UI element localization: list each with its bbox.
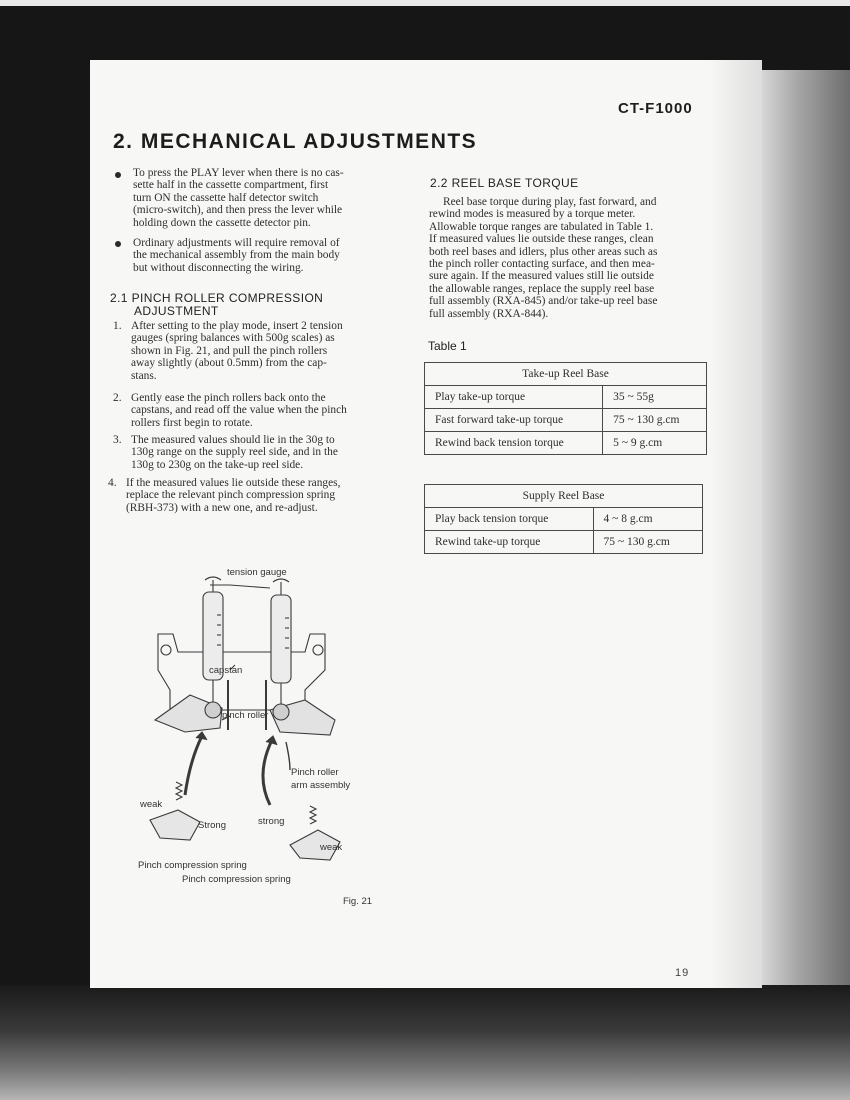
table-cell: 5 ~ 9 g.cm [603, 432, 707, 455]
text-line: (micro-switch), and then press the lever while [133, 204, 343, 217]
text-line: replace the relevant pinch compression spring [126, 489, 336, 502]
label-capstan: capstan [209, 665, 243, 676]
intro-paragraph-1 [133, 167, 393, 229]
text-line: away slightly (about 0.5mm) from the cap- [131, 357, 327, 370]
page-shadow [710, 60, 762, 988]
step-4 [126, 477, 391, 514]
table-row [425, 386, 707, 409]
supply-reel-table [424, 484, 703, 554]
section-title-line: ADJUSTMENT [134, 304, 219, 318]
scan-top-strip [0, 0, 850, 6]
step-number: 2. [113, 392, 122, 404]
text-line: To press the PLAY lever when there is no cas- [133, 167, 344, 179]
label-pinch-roller-arm-2: arm assembly [291, 780, 351, 791]
text-line: full assembly (RXA-844). [429, 307, 549, 320]
bullet-icon [115, 172, 121, 178]
table-cell: Rewind take-up torque [425, 531, 594, 554]
text-line: gauges (spring balances with 500g scales) as [131, 332, 335, 345]
table-header-row [425, 485, 703, 508]
text-line: The measured values should lie in the 30g to [131, 434, 335, 446]
text-line: sure again. If the measured values still lie outside [429, 270, 654, 283]
text-line: 130g range on the supply reel side, and in the [131, 446, 338, 459]
table-header: Take-up Reel Base [425, 363, 707, 386]
table-row [425, 432, 707, 455]
model-number: CT-F1000 [618, 100, 693, 117]
bullet-icon [115, 241, 121, 247]
label-strong-left: Strong [198, 820, 226, 831]
text-line: turn ON the cassette half detector switch [133, 191, 319, 204]
label-spring-1: Pinch compression spring [138, 860, 247, 871]
text-line: rollers first begin to rotate. [131, 416, 253, 429]
text-line: After setting to the play mode, insert 2 tension [131, 320, 343, 332]
table-cell: 4 ~ 8 g.cm [593, 508, 702, 531]
step-2 [131, 392, 393, 429]
text-line: If the measured values lie outside these ranges, [126, 477, 341, 489]
table-header: Supply Reel Base [425, 485, 703, 508]
page-number: 19 [675, 967, 690, 979]
table-cell: Play back tension torque [425, 508, 594, 531]
text-line: (RBH-373) with a new one, and re-adjust. [126, 501, 318, 514]
table-cell: 35 ~ 55g [603, 386, 707, 409]
step-3 [131, 434, 393, 471]
label-pinch-roller: pinch roller [222, 710, 269, 721]
text-line: shown in Fig. 21, and pull the pinch rollers [131, 344, 328, 357]
table-cell: Rewind back tension torque [425, 432, 603, 455]
takeup-reel-table [424, 362, 707, 455]
text-line: but without disconnecting the wiring. [133, 261, 304, 274]
scan-bottom-noise [0, 985, 850, 1100]
page-title: 2. MECHANICAL ADJUSTMENTS [113, 130, 478, 153]
label-weak-left: weak [140, 799, 163, 810]
section-title-line: 2.1 PINCH ROLLER COMPRESSION [110, 291, 324, 305]
text-line: sette half in the cassette compartment, first [133, 179, 329, 192]
text-line: both reel bases and idlers, plus other areas such as [429, 245, 658, 258]
table-row [425, 409, 707, 432]
table-label: Table 1 [428, 339, 467, 353]
step-number: 1. [113, 320, 122, 332]
text-line: Allowable torque ranges are tabulated in Table 1. [429, 220, 654, 233]
text-line: 130g to 230g on the take-up reel side. [131, 458, 304, 471]
text-line: Ordinary adjustments will require removal of [133, 237, 340, 249]
text-line: the mechanical assembly from the main body [133, 249, 340, 262]
label-strong-right: strong [258, 816, 285, 827]
table-cell: 75 ~ 130 g.cm [603, 409, 707, 432]
step-1 [131, 320, 393, 382]
text-line: holding down the cassette detector pin. [133, 216, 311, 229]
text-line: Reel base torque during play, fast forward, and [443, 196, 657, 208]
text-line: full assembly (RXA-845) and/or take-up reel base [429, 295, 658, 308]
section-2-2-title: 2.2 REEL BASE TORQUE [430, 176, 579, 190]
label-pinch-roller-arm-1: Pinch roller [291, 767, 339, 778]
text-line: stans. [131, 369, 157, 382]
table-cell: 75 ~ 130 g.cm [593, 531, 702, 554]
text-line: capstans, and read off the value when the pinch [131, 404, 347, 417]
text-line: If measured values lie outside these ranges, clean [429, 233, 654, 246]
label-spring-2: Pinch compression spring [182, 874, 291, 885]
text-line: rewind modes is measured by a torque meter. [429, 208, 636, 221]
intro-paragraph-2 [133, 237, 393, 274]
figure-caption: Fig. 21 [343, 896, 373, 907]
text-line: the allowable ranges, replace the supply reel base [429, 282, 655, 295]
table-row [425, 508, 703, 531]
step-number: 3. [113, 434, 122, 446]
section-2-2-body [429, 196, 710, 320]
text-line: the pinch roller contacting surface, and then mea- [429, 258, 655, 271]
scan-right-noise [760, 70, 850, 1000]
section-2-1-title [110, 292, 323, 318]
table-cell: Play take-up torque [425, 386, 603, 409]
table-header-row [425, 363, 707, 386]
text-line: Gently ease the pinch rollers back onto the [131, 392, 326, 404]
label-tension-gauge: tension gauge [227, 567, 287, 578]
step-number: 4. [108, 477, 117, 489]
table-cell: Fast forward take-up torque [425, 409, 603, 432]
label-weak-right: weak [320, 842, 343, 853]
table-row [425, 531, 703, 554]
